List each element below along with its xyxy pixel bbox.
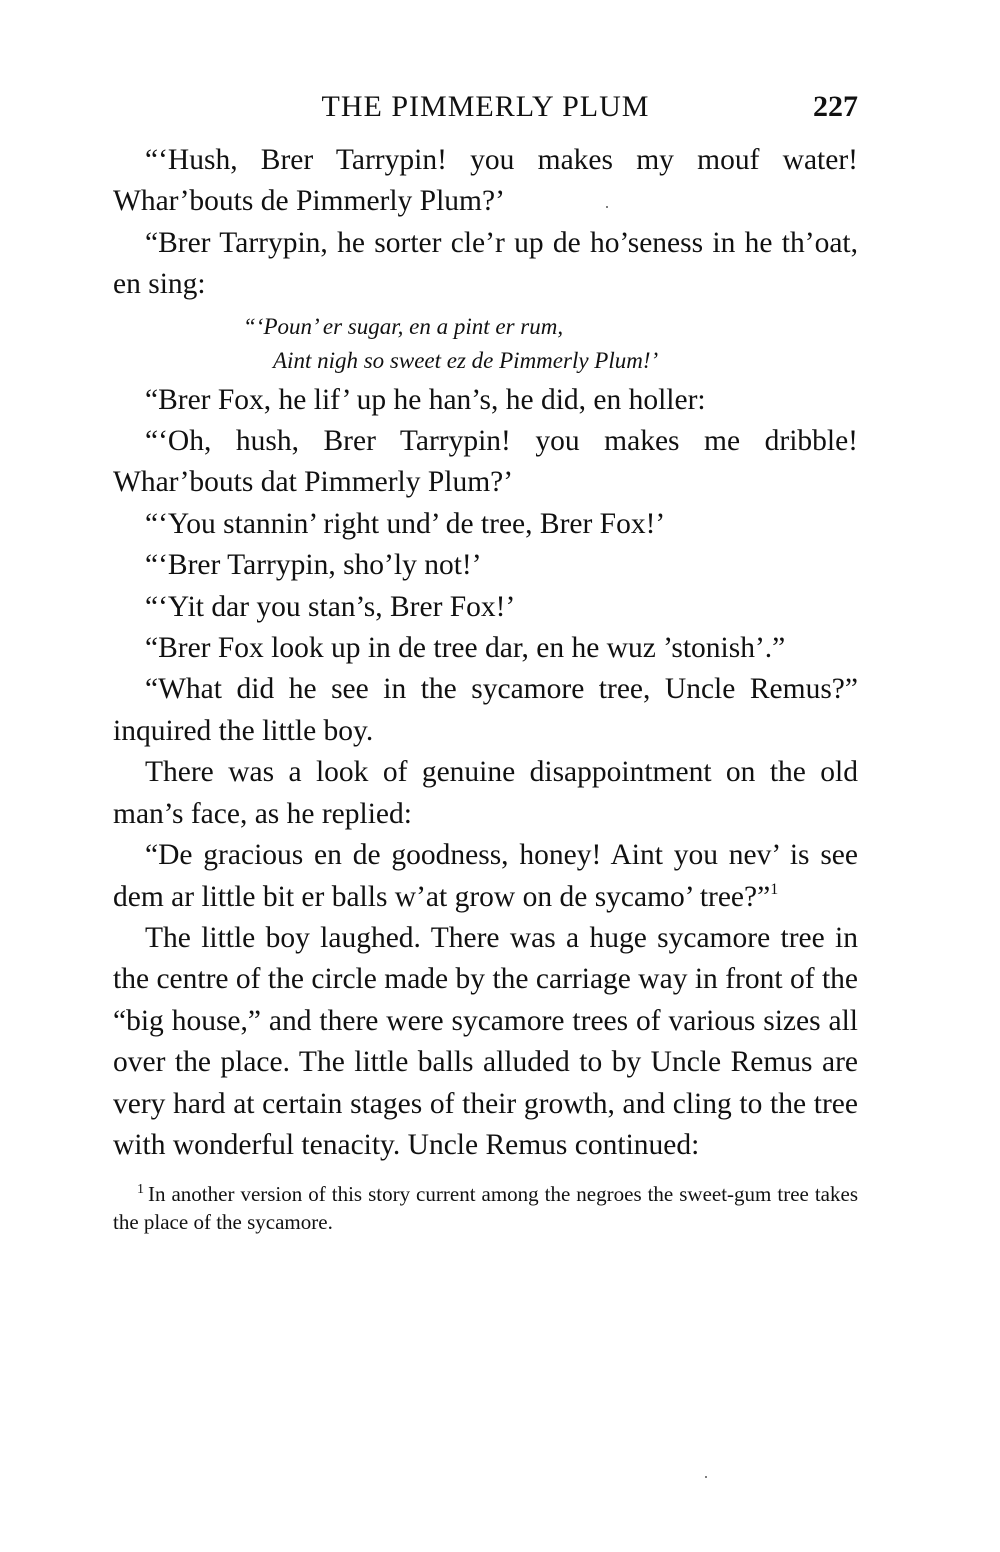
running-head-title: THE PIMMERLY PLUM [321,90,650,123]
paragraph: “‘Hush, Brer Tarrypin! you makes my mouf water! Whar’bouts de Pimmerly Plum?’ [113,144,858,218]
paragraph: There was a look of genuine disappointment on the old man’s face, as he replied: [113,756,858,830]
paragraph: “Brer Fox look up in de tree dar, en he wuz ’stonish’.” [145,632,786,665]
book-page [113,90,858,1236]
paragraph: “‘Oh, hush, Brer Tarrypin! you makes me dribble! Whar’bouts dat Pimmerly Plum?’ [113,425,858,499]
paragraph-text: “De gracious en de goodness, honey! Aint you nev’ is see dem ar little bit er balls w’at grow on de sycamo’ tree?” [113,839,858,913]
footnote [113,1180,858,1236]
paragraph-with-footnote [113,835,858,918]
paragraph: “Brer Tarrypin, he sorter cle’r up de ho’seness in he th’oat, en sing: [113,226,858,301]
verse [113,310,858,378]
paragraph: “‘Brer Tarrypin, sho’ly not!’ [145,549,482,582]
paragraph: “Brer Fox, he lif’ up he han’s, he did, en holler: [145,383,706,416]
paragraph: “‘You stannin’ right und’ de tree, Brer Fox!’ [145,507,666,540]
footnote-reference: 1 [770,880,779,898]
page-number: 227 [813,90,858,123]
running-head [113,90,858,140]
print-speck [705,1476,707,1478]
footnote-text: In another version of this story current among the negroes the sweet-gum tree takes the place of the sycamore. [113,1182,858,1235]
paragraph: “‘Yit dar you stan’s, Brer Fox!’ [145,590,516,623]
footnote-marker: 1 [137,1182,144,1198]
body-text [113,140,858,1166]
paragraph: “What did he see in the sycamore tree, Uncle Remus?” inquired the little boy. [113,673,858,747]
print-speck [606,206,608,208]
verse-line: “‘Poun’ er sugar, en a pint er rum, [243,313,564,339]
paragraph: The little boy laughed. There was a huge sycamore tree in the centre of the circle made by the carriage way in front of the “big house,” and there were sycamore trees of various sizes all over the place. The little balls alluded to by Uncle Remus are very hard at certain stages of their growth, and cling to the tree with wonderful tenacity. Uncle Remus continued: [113,921,858,1161]
verse-line: Aint nigh so sweet ez de Pimmerly Plum!’ [273,347,659,373]
